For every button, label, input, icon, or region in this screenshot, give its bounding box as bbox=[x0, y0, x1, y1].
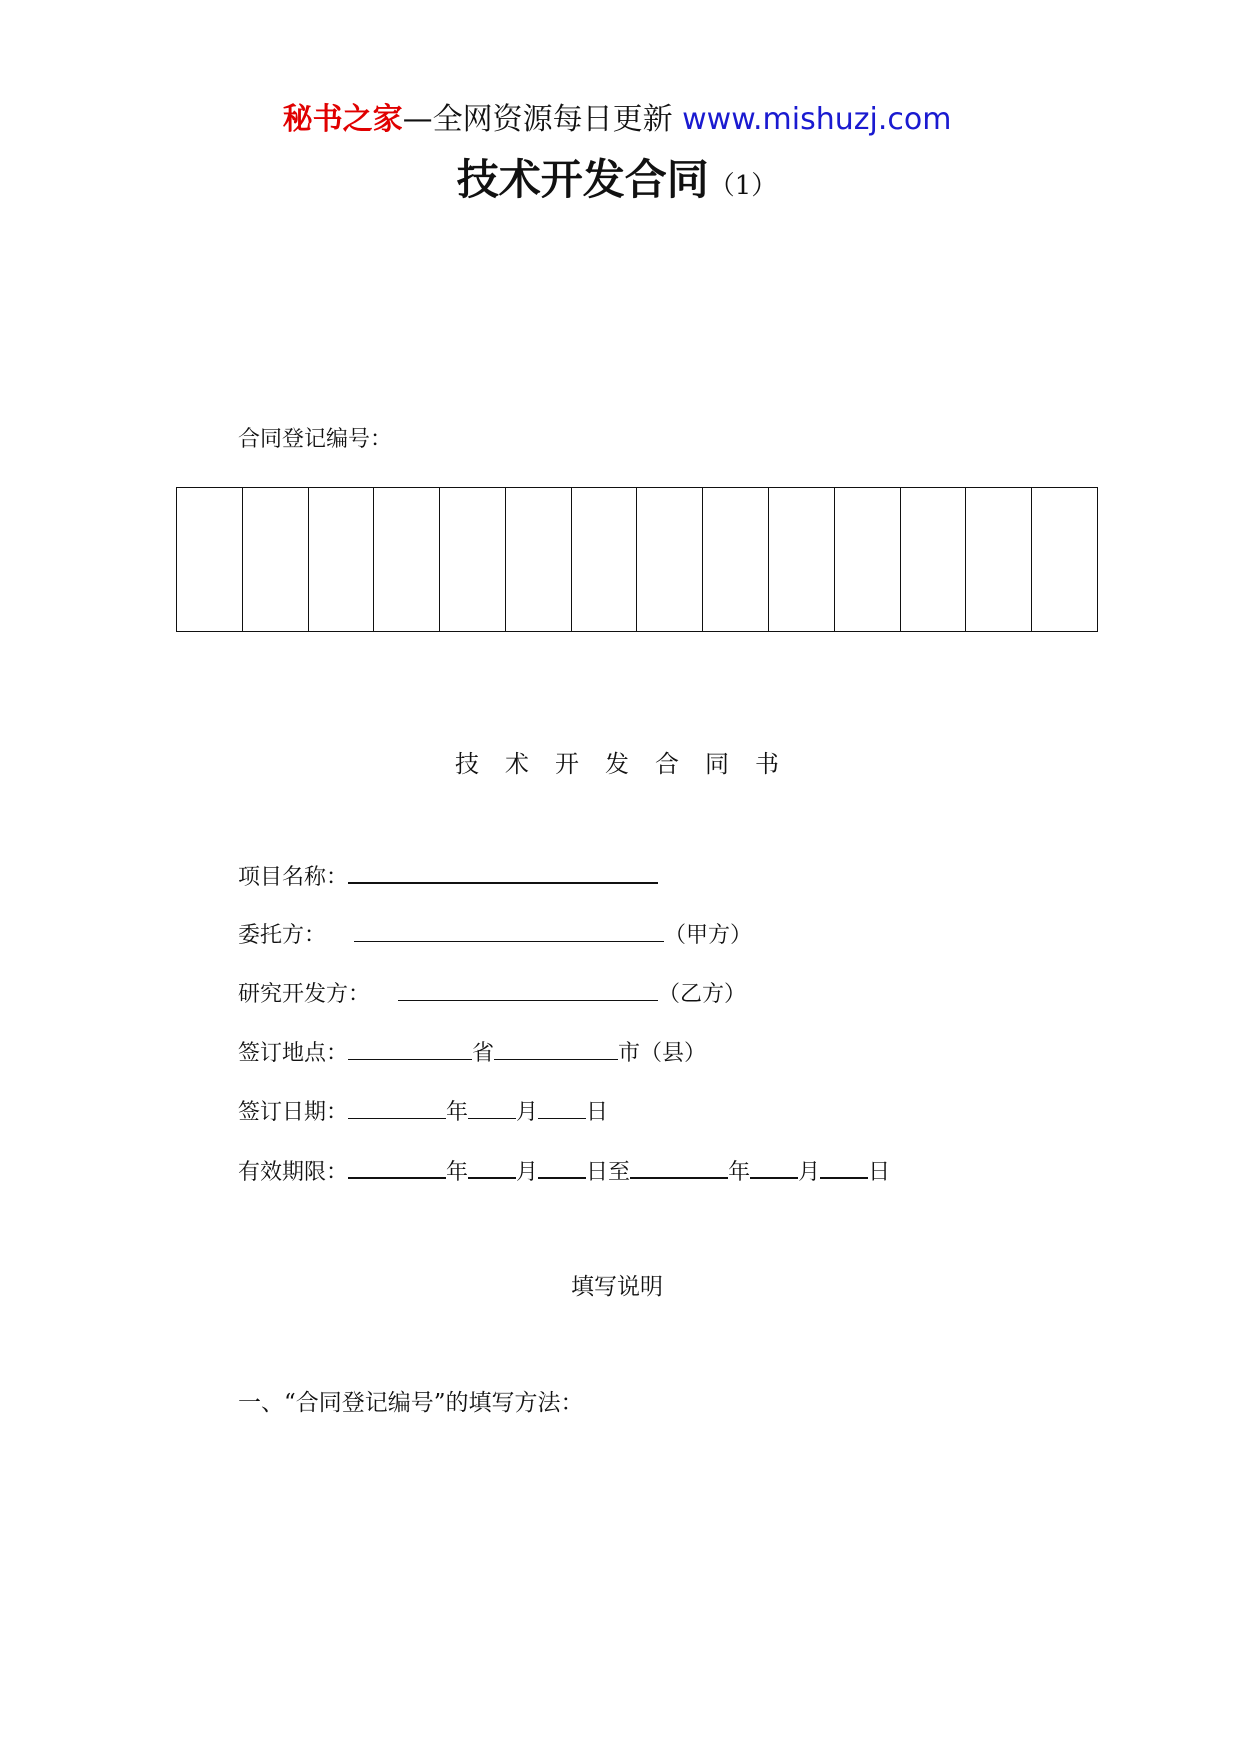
end-day-blank[interactable] bbox=[820, 1153, 868, 1179]
banner-url[interactable]: www.mishuzj.com bbox=[682, 102, 952, 137]
year-label: 年 bbox=[446, 1100, 469, 1125]
month-label: 月 bbox=[798, 1160, 821, 1185]
sign-date-label: 签订日期： bbox=[238, 1100, 349, 1125]
end-year-blank[interactable] bbox=[630, 1153, 728, 1179]
year-label: 年 bbox=[728, 1160, 751, 1185]
sign-place-label: 签订地点： bbox=[238, 1041, 349, 1066]
reg-box[interactable] bbox=[966, 488, 1032, 632]
validity-label: 有效期限： bbox=[238, 1160, 349, 1185]
reg-box[interactable] bbox=[703, 488, 769, 632]
city-blank[interactable] bbox=[494, 1035, 618, 1060]
reg-box[interactable] bbox=[769, 488, 835, 632]
instructions-title: 填写说明 bbox=[571, 1274, 663, 1300]
reg-box[interactable] bbox=[374, 488, 440, 632]
reg-box[interactable] bbox=[505, 488, 571, 632]
reg-box[interactable] bbox=[900, 488, 966, 632]
project-name-blank[interactable] bbox=[348, 858, 658, 884]
instructions-section-1: 一、“合同登记编号”的填写方法： bbox=[238, 1390, 584, 1416]
sign-year-blank[interactable] bbox=[348, 1094, 446, 1119]
month-label: 月 bbox=[516, 1100, 539, 1125]
project-name-label: 项目名称： bbox=[238, 865, 349, 890]
reg-box[interactable] bbox=[308, 488, 374, 632]
reg-box[interactable] bbox=[177, 488, 243, 632]
start-month-blank[interactable] bbox=[468, 1153, 516, 1179]
reg-box[interactable] bbox=[242, 488, 308, 632]
sign-day-blank[interactable] bbox=[538, 1094, 586, 1119]
client-blank[interactable] bbox=[354, 917, 664, 942]
client-row bbox=[238, 917, 752, 951]
developer-blank[interactable] bbox=[398, 976, 658, 1001]
year-label: 年 bbox=[446, 1160, 469, 1185]
until-label: 日至 bbox=[586, 1160, 631, 1185]
end-month-blank[interactable] bbox=[750, 1153, 798, 1179]
sign-date-row bbox=[238, 1094, 608, 1128]
developer-note: （乙方） bbox=[658, 982, 747, 1007]
validity-row bbox=[238, 1153, 890, 1188]
sign-place-row bbox=[238, 1035, 706, 1069]
document-title bbox=[0, 152, 1234, 214]
reg-box[interactable] bbox=[834, 488, 900, 632]
banner-tagline: —全网资源每日更新 bbox=[402, 102, 673, 137]
contract-subtitle: 技术开发合同书 bbox=[455, 750, 805, 778]
reg-box[interactable] bbox=[1032, 488, 1098, 632]
month-label: 月 bbox=[516, 1160, 539, 1185]
day-label: 日 bbox=[868, 1160, 891, 1185]
province-blank[interactable] bbox=[348, 1035, 472, 1060]
site-banner bbox=[0, 100, 1234, 140]
reg-box[interactable] bbox=[637, 488, 703, 632]
client-note: （甲方） bbox=[664, 923, 753, 948]
sign-month-blank[interactable] bbox=[468, 1094, 516, 1119]
city-label: 市（县） bbox=[618, 1041, 707, 1066]
province-label: 省 bbox=[472, 1041, 495, 1066]
reg-box[interactable] bbox=[440, 488, 506, 632]
title-main: 技术开发合同 bbox=[456, 155, 709, 204]
developer-row bbox=[238, 976, 746, 1010]
banner-brand: 秘书之家 bbox=[282, 102, 403, 137]
registration-number-boxes bbox=[176, 487, 1098, 632]
title-suffix: （1） bbox=[708, 171, 778, 201]
project-name-row bbox=[238, 858, 658, 893]
registration-label: 合同登记编号： bbox=[238, 427, 393, 452]
day-label: 日 bbox=[586, 1100, 609, 1125]
client-label: 委托方： bbox=[238, 923, 327, 948]
developer-label: 研究开发方： bbox=[238, 982, 371, 1007]
start-day-blank[interactable] bbox=[538, 1153, 586, 1179]
reg-box[interactable] bbox=[571, 488, 637, 632]
start-year-blank[interactable] bbox=[348, 1153, 446, 1179]
